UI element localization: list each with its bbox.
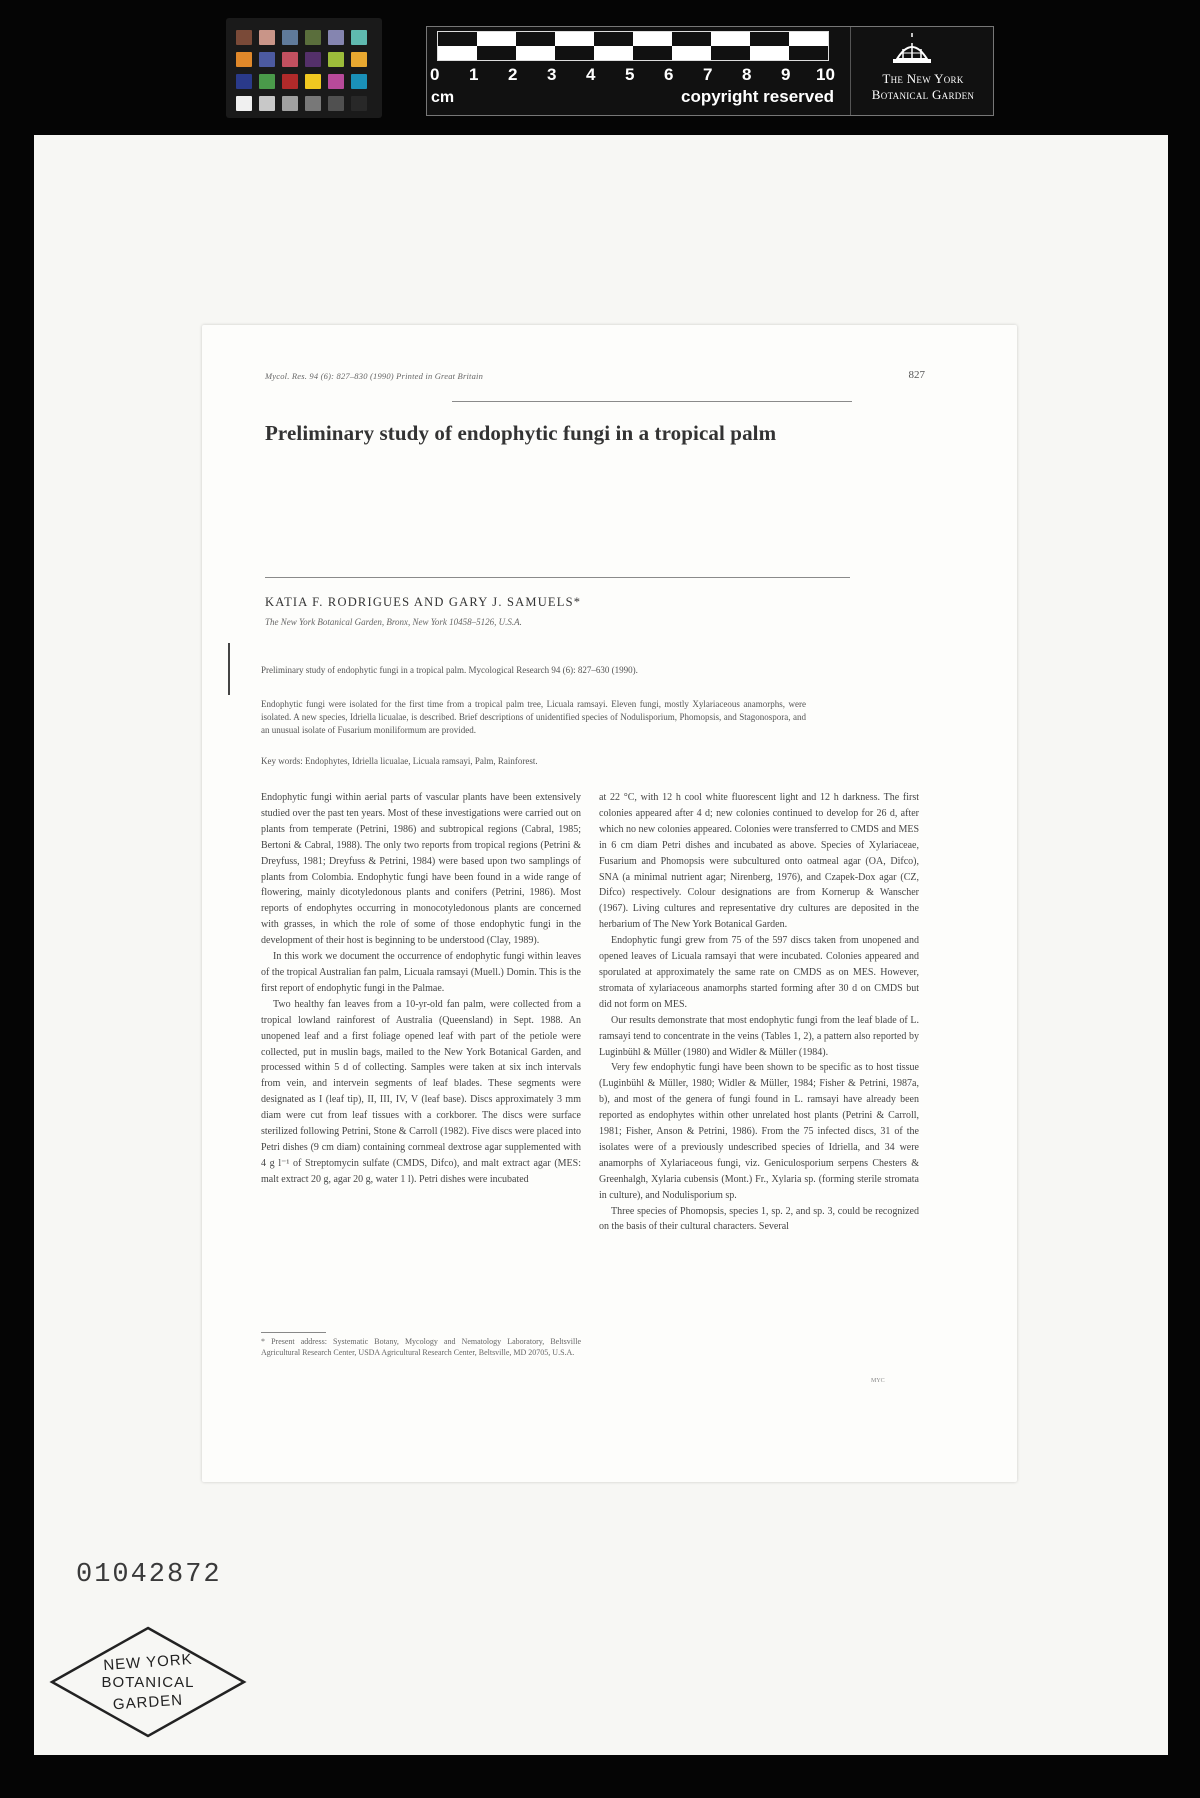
color-swatch: [351, 74, 367, 89]
ruler-block: [672, 46, 711, 60]
color-swatch: [328, 74, 344, 89]
stamp-line-1: NEW YORK: [102, 1650, 194, 1675]
stamp-line-2: BOTANICAL: [101, 1674, 195, 1691]
color-swatch: [305, 52, 321, 67]
header-rule: [452, 401, 852, 402]
ruler-unit: cm: [431, 89, 455, 106]
running-head: Mycol. Res. 94 (6): 827–830 (1990) Printed in Great Britain: [265, 371, 484, 381]
nybg-logo-panel: [850, 27, 993, 115]
color-swatch: [236, 96, 252, 111]
color-swatch: [282, 74, 298, 89]
nybg-line-2: Botanical Garden: [871, 87, 975, 102]
ruler-block: [477, 32, 516, 46]
ruler-number: 1: [469, 65, 479, 84]
author-footnote: * Present address: Systematic Botany, Mycology and Nematology Laboratory, Beltsville Agricultural Research Center, USDA Agricultural Research Center, Beltsville, MD 20705, U.S.A.: [261, 1337, 581, 1357]
color-swatch: [305, 74, 321, 89]
article-page: [202, 325, 1017, 1482]
ruler-scale-bar: [437, 31, 829, 61]
corner-mark: MYC: [871, 1378, 885, 1384]
ruler-number: 7: [703, 65, 713, 84]
ruler-number: 2: [508, 65, 518, 84]
footnote-rule: [261, 1332, 326, 1333]
paragraph: at 22 °C, with 12 h cool white fluorescent light and 12 h darkness. The first colonies appeared after 4 d; new colonies continued to develop for 26 d, after which no new colonies appeared. Colonies were transferred to CMDS and MES in 6 cm diam Petri dishes and incubated as above. Species of Xylariaceae, Fusarium and Phomopsis were subcultured onto oatmeal agar (OA, Difco), SNA (a minimal nutrient agar; Nirenberg, 1976), and Czapek-Dox agar (CZ, Difco) respectively. Colour designations are from Kornerup & Wanscher (1967). Living cultures and representative dry cultures are deposited in the herbarium of The New York Botanical Garden.: [599, 792, 919, 931]
ruler-number: 4: [586, 65, 596, 84]
ruler-block: [555, 32, 594, 46]
color-swatch: [259, 30, 275, 45]
copyright-notice: copyright reserved: [681, 87, 835, 106]
color-swatch: [305, 96, 321, 111]
nybg-stamp: [48, 1624, 248, 1740]
scale-ruler: [426, 26, 994, 116]
ruler-block: [438, 46, 477, 60]
article-title: Preliminary study of endophytic fungi in a tropical palm: [265, 421, 777, 445]
color-swatch: [328, 52, 344, 67]
nybg-line-1: The New York: [882, 71, 964, 86]
color-swatch: [351, 30, 367, 45]
ruler-number: 5: [625, 65, 635, 84]
ruler-number: 8: [742, 65, 752, 84]
color-swatch: [282, 30, 298, 45]
paragraph: In this work we document the occurrence of endophytic fungi within leaves of the tropical Australian fan palm, Licuala ramsayi (Muell.) Domin. This is the first report of endophytic fungi in the Palmae.: [261, 951, 581, 994]
stamp-line-3: GARDEN: [112, 1691, 184, 1714]
paragraph: Very few endophytic fungi have been shown to be specific as to host tissue (Luginbühl & Müller, 1980; Widler & Müller, 1984; Fisher & Petrini, 1987a, b), and most of the genera of fungi found in L. ramsayi have already been reported as endophytes within other unrelated host plants (Petrini & Carroll, 1981; Fisher, Anson & Petrini, 1986). From the 75 infected discs, 31 of the isolates were of a previously undescribed species of Idriella, and 34 were anamorphs of Xylariaceous fungi, viz. Geniculosporium serpens Chesters & Greenhalgh, Xylaria cubensis (Mont.) Fr., Xylaria sp. (forming sterile stromata in culture), and Nodulisporium sp.: [599, 1062, 919, 1201]
color-swatch: [351, 96, 367, 111]
ruler-number: 6: [664, 65, 674, 84]
paragraph: Two healthy fan leaves from a 10-yr-old fan palm, were collected from a tropical lowland rainforest of Australia (Queensland) in Sept. 1988. An unopened leaf and a first foliage opened leaf with part of the petiole were collected, put in muslin bags, mailed to the New York Botanical Garden, and processed within 5 d of collecting. Samples were taken at six inch intervals from vein, and intervein segments of leaf blades. These segments were designated as I (leaf tip), II, III, IV, V (leaf base). Discs approximately 3 mm diam were cut from leaf tissues with a corkborer. The discs were surface sterilized following Petrini, Stone & Carroll (1982). Five discs were placed into Petri dishes (9 cm diam) containing cornmeal dextrose agar supplemented with 4 g l⁻¹ of Streptomycin sulfate (CMDS, Difco), and malt extract agar (MES: malt extract 20 g, agar 20 g, water 1 l). Petri dishes were incubated: [261, 998, 581, 1185]
article-keywords: Key words: Endophytes, Idriella licualae, Licuala ramsayi, Palm, Rainforest.: [261, 756, 538, 766]
margin-mark: [228, 643, 230, 695]
author-affiliation: The New York Botanical Garden, Bronx, New York 10458–5126, U.S.A.: [265, 617, 522, 627]
ruler-block: [594, 46, 633, 60]
color-swatch: [328, 96, 344, 111]
color-swatch: [282, 96, 298, 111]
specimen-barcode-number: 01042872: [76, 1560, 222, 1590]
color-swatch: [236, 30, 252, 45]
paragraph: Endophytic fungi within aerial parts of vascular plants have been extensively studied over the past ten years. Most of these investigations were carried out on plants from temperate (Petrini, 1986) and subtropical regions (Cabral, 1985; Bertoni & Cabral, 1988). The only two reports from tropical regions (Petrini & Dreyfuss, 1981; Dreyfuss & Petrini, 1984) were based upon two samplings of plants from Colombia. Endophytic fungi have been found in a wide range of flowering, mainly dicotyledonous plants and conifers (Petrini, 1986). Most reports of endophytes occurring in monocotyledonous plants are concerned with grasses, in which the role of some of those endophytic fungi in the development of their host is beginning to be understood (Clay, 1989).: [261, 792, 581, 947]
body-column-left: [261, 790, 581, 1188]
ruler-number: 0: [430, 65, 440, 84]
color-swatch: [282, 52, 298, 67]
page-number: 827: [908, 369, 925, 381]
ruler-block: [516, 46, 555, 60]
color-swatch: [328, 30, 344, 45]
ruler-numbers: [430, 65, 850, 85]
ruler-block: [711, 32, 750, 46]
color-swatch: [236, 52, 252, 67]
ruler-number: 3: [547, 65, 557, 84]
color-checker-card: [226, 18, 382, 118]
color-swatch: [259, 74, 275, 89]
body-column-right: [599, 790, 919, 1235]
ruler-number: 10: [816, 65, 835, 84]
color-swatch: [305, 30, 321, 45]
article-authors: KATIA F. RODRIGUES AND GARY J. SAMUELS*: [265, 595, 582, 609]
article-abstract: Endophytic fungi were isolated for the first time from a tropical palm tree, Licuala ramsayi. Eleven fungi, mostly Xylariaceous anamorphs, were isolated. A new species, Idriella licualae, is described. Brief descriptions of unidentified species of Nodulisporium, Phomopsis, and Stagonospora, and an unusual isolate of Fusarium moniliformum are provided.: [261, 699, 806, 735]
conservatory-dome-icon: [889, 31, 935, 67]
article-citation: Preliminary study of endophytic fungi in a tropical palm. Mycological Research 94 (6): 827–630 (1990).: [261, 665, 638, 675]
color-swatch: [259, 52, 275, 67]
color-swatch-grid: [236, 30, 367, 111]
paragraph: Our results demonstrate that most endophytic fungi from the leaf blade of L. ramsayi tend to concentrate in the veins (Tables 1, 2), a pattern also reported by Luginbühl & Müller (1980) and Widler & Müller (1984).: [599, 1014, 919, 1058]
ruler-block: [633, 32, 672, 46]
title-rule: [265, 577, 850, 578]
paragraph: Endophytic fungi grew from 75 of the 597 discs taken from unopened and opened leaves of Licuala ramsayi that were incubated. Colonies appeared and sporulated at approximately the same rate on CMDS as on MES. However, stromata of xylariaceous anamorphs started forming after 30 d on CMDS but did not form on MES.: [599, 935, 919, 1010]
paragraph: Three species of Phomopsis, species 1, sp. 2, and sp. 3, could be recognized on the basis of their cultural characters. Several: [599, 1205, 919, 1233]
ruler-block: [789, 32, 828, 46]
ruler-block: [750, 46, 789, 60]
color-swatch: [259, 96, 275, 111]
color-swatch: [236, 74, 252, 89]
nybg-logo-text: [855, 71, 991, 103]
ruler-number: 9: [781, 65, 791, 84]
color-swatch: [351, 52, 367, 67]
